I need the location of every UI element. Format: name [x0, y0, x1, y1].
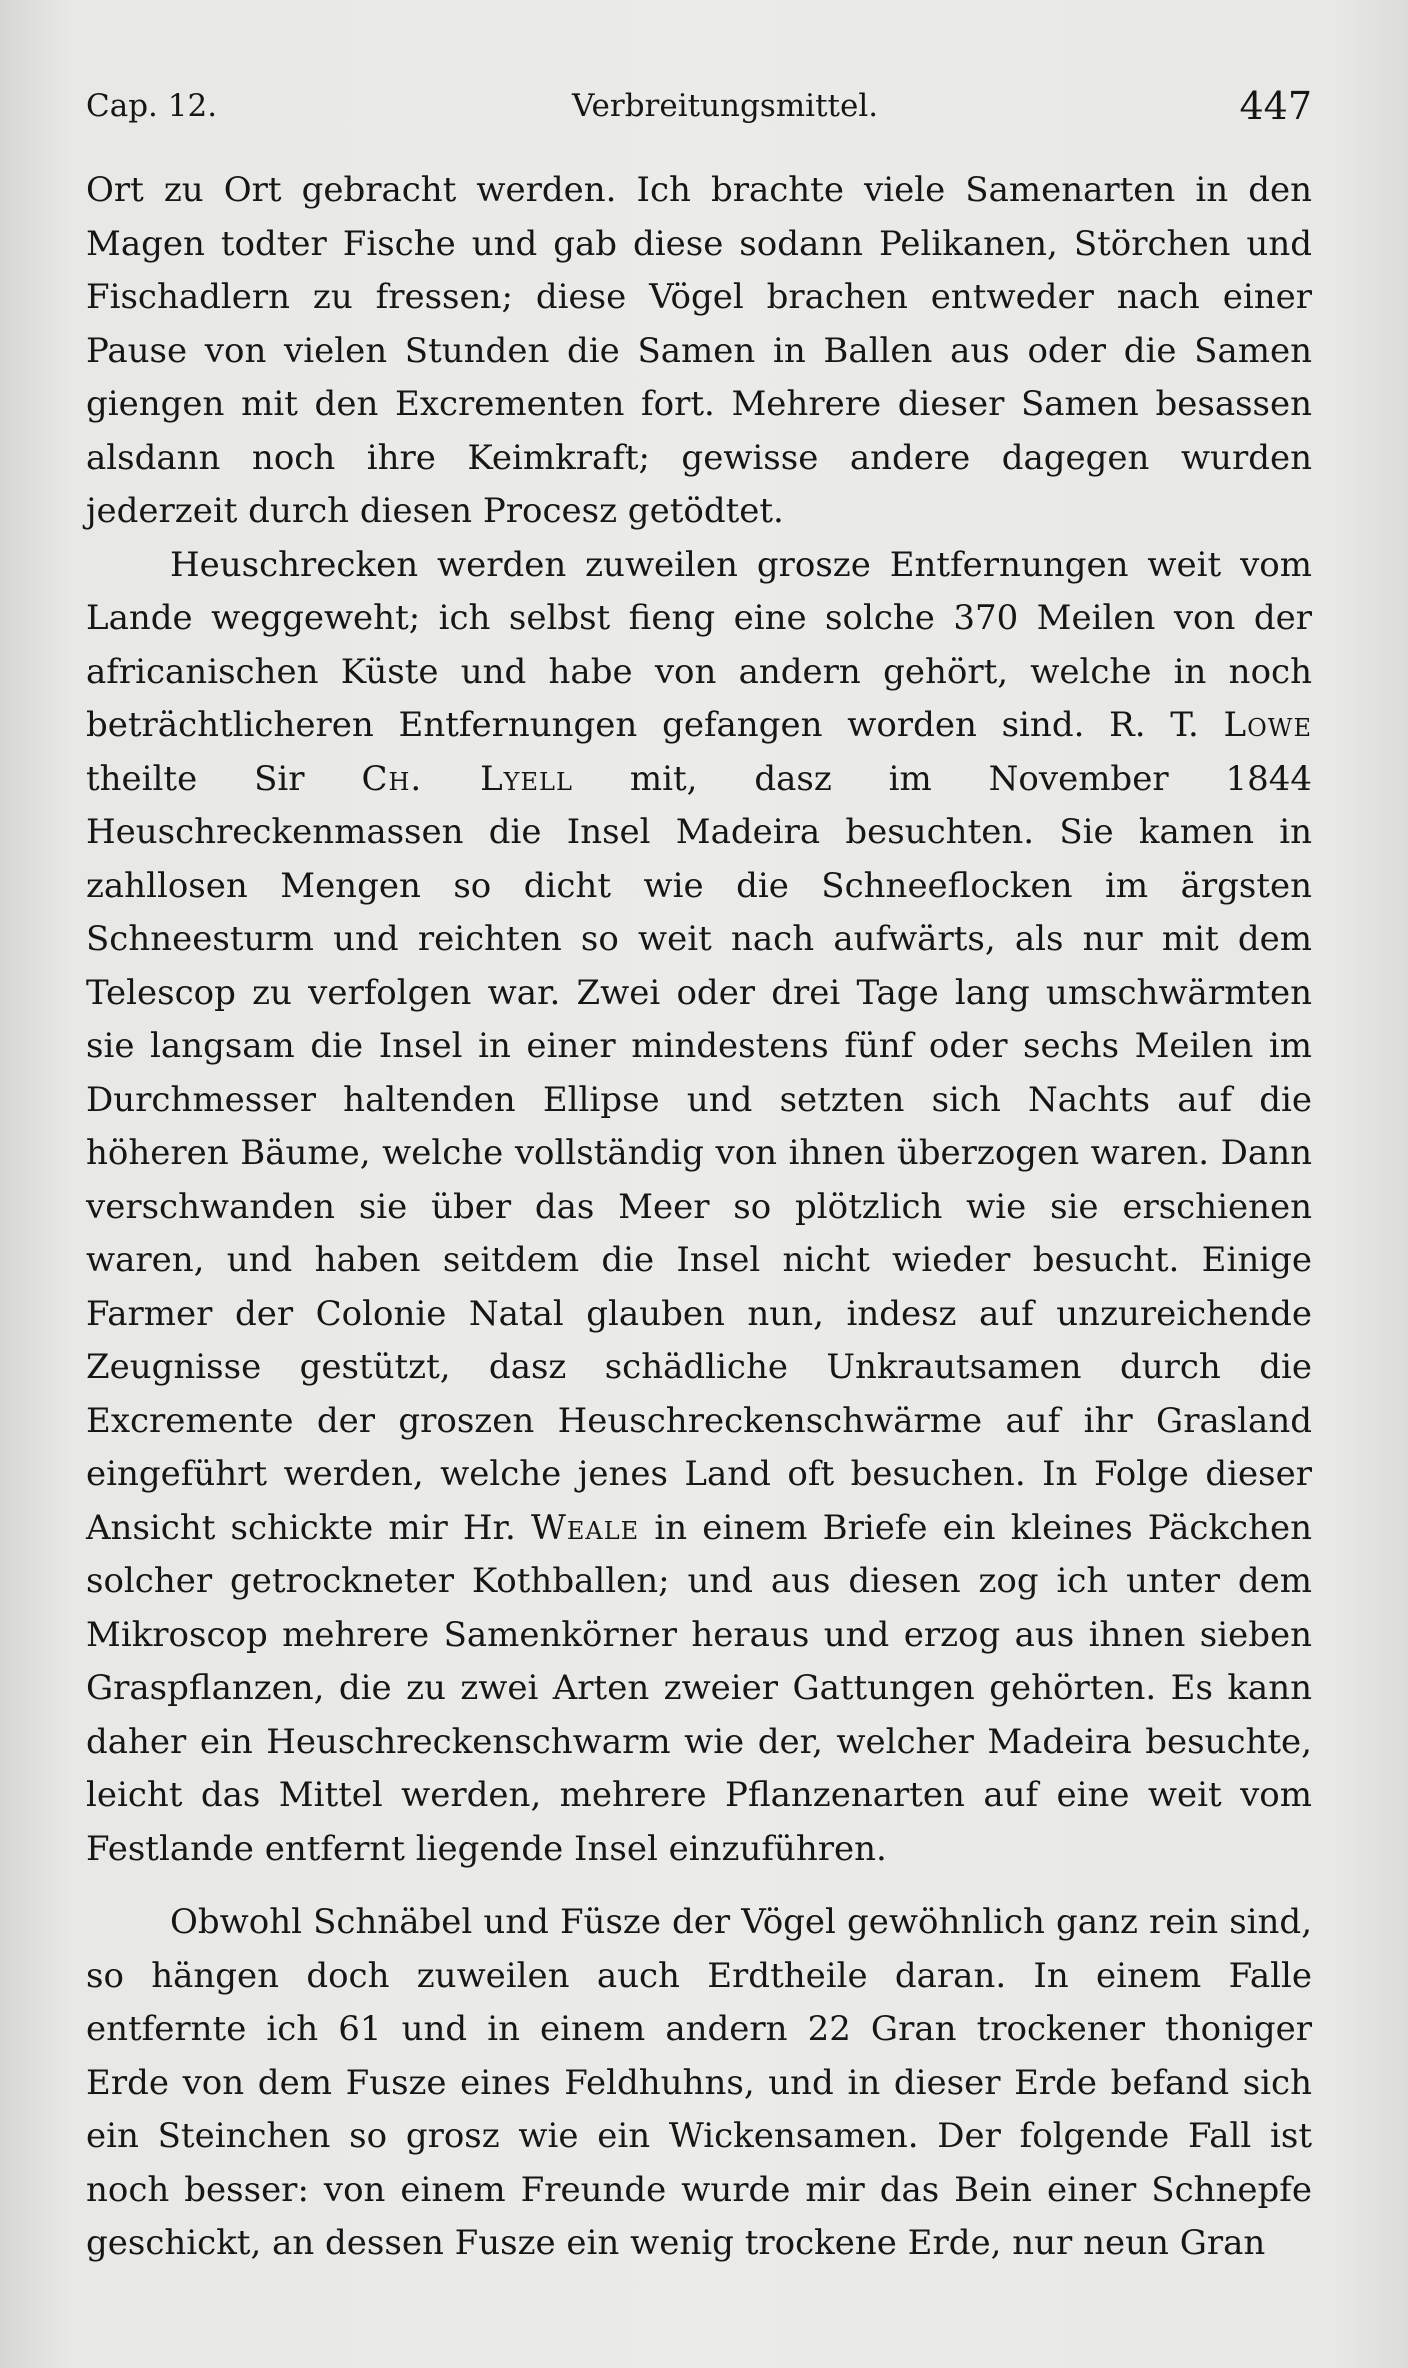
text-segment: Obwohl Schnäbel und Füsze der Vögel gewöhnlich ganz rein sind, so hängen doch zuweilen auch Erdtheile daran. In einem Falle entfernte ich 61 und in einem andern 22 Gran trockener thoniger Erde von dem Fusze eines Feldhuhns, und in dieser Erde befand sich ein Steinchen so grosz wie ein Wickensamen. Der folgende Fall ist noch besser: von einem Freunde wurde mir das Bein einer Schnepfe geschickt, an dessen Fusze ein wenig trockene Erde, nur neun Gran	[86, 1902, 1312, 2263]
text-segment: mit, dasz im November 1844 Heuschreckenmassen die Insel Madeira besuchten. Sie kamen in zahllosen Mengen so dicht wie die Schneeflocken im ärgsten Schneesturm und reichten so weit nach aufwärts, als nur mit dem Telescop zu verfolgen war. Zwei oder drei Tage lang umschwärmten sie langsam die Insel in einer mindestens fünf oder sechs Meilen im Durchmesser haltenden Ellipse und setzten sich Nachts auf die höheren Bäume, welche vollständig von ihnen überzogen waren. Dann verschwanden sie über das Meer so plötzlich wie sie erschienen waren, und haben seitdem die Insel nicht wieder besucht. Einige Farmer der Colonie Natal glauben nun, indesz auf unzureichende Zeugnisse gestützt, dasz schädliche Unkrautsamen durch die Excremente der groszen Heuschreckenschwärme auf ihr Grasland eingeführt werden, welche jenes Land oft besuchen. In Folge dieser Ansicht schickte mir Hr.	[86, 758, 1313, 1548]
page-number: 447	[1239, 84, 1312, 128]
author-name-lyell: Ch. Lyell	[361, 758, 573, 799]
text-segment: Ort zu Ort gebracht werden. Ich brachte viele Samenarten in den Magen todter Fische und gab diese sodann Pelikanen, Störchen und Fischadlern zu fressen; diese Vögel brachen entweder nach einer Pause von vielen Stunden die Samen in Ballen aus oder die Samen giengen mit den Excrementen fort. Mehrere dieser Samen besassen alsdann noch ihre Keimkraft; gewisse andere dagegen wurden jederzeit durch diesen Procesz getödtet.	[86, 170, 1312, 531]
running-header	[86, 84, 1312, 132]
text-segment: Heuschrecken werden zuweilen grosze Entfernungen weit vom Lande weggeweht; ich selbst fieng eine solche 370 Meilen von der africanischen Küste und habe von andern gehört, welche in noch beträchtlicheren Entfernungen gefangen worden sind. R. T.	[86, 544, 1312, 745]
paragraph	[86, 539, 1312, 1877]
running-title: Verbreitungsmittel.	[572, 88, 879, 124]
chapter-label: Cap. 12.	[86, 88, 218, 124]
text-segment: theilte Sir	[86, 758, 362, 799]
text-segment: in einem Briefe ein kleines Päckchen solcher getrockneter Kothballen; und aus diesen zog ich unter dem Mikroscop mehrere Samenkörner heraus und erzog aus ihnen sieben Graspflanzen, die zu zwei Arten zweier Gattungen gehörten. Es kann daher ein Heuschreckenschwarm wie der, welcher Madeira besuchte, leicht das Mittel werden, mehrere Pflanzenarten auf eine weit vom Festlande entfernt liegende Insel einzuführen.	[86, 1507, 1312, 1869]
paragraph	[86, 164, 1312, 539]
body-text	[86, 164, 1312, 2271]
paragraph	[86, 1896, 1312, 2271]
author-name-weale: Weale	[530, 1507, 640, 1548]
author-name-lowe: Lowe	[1223, 705, 1312, 745]
